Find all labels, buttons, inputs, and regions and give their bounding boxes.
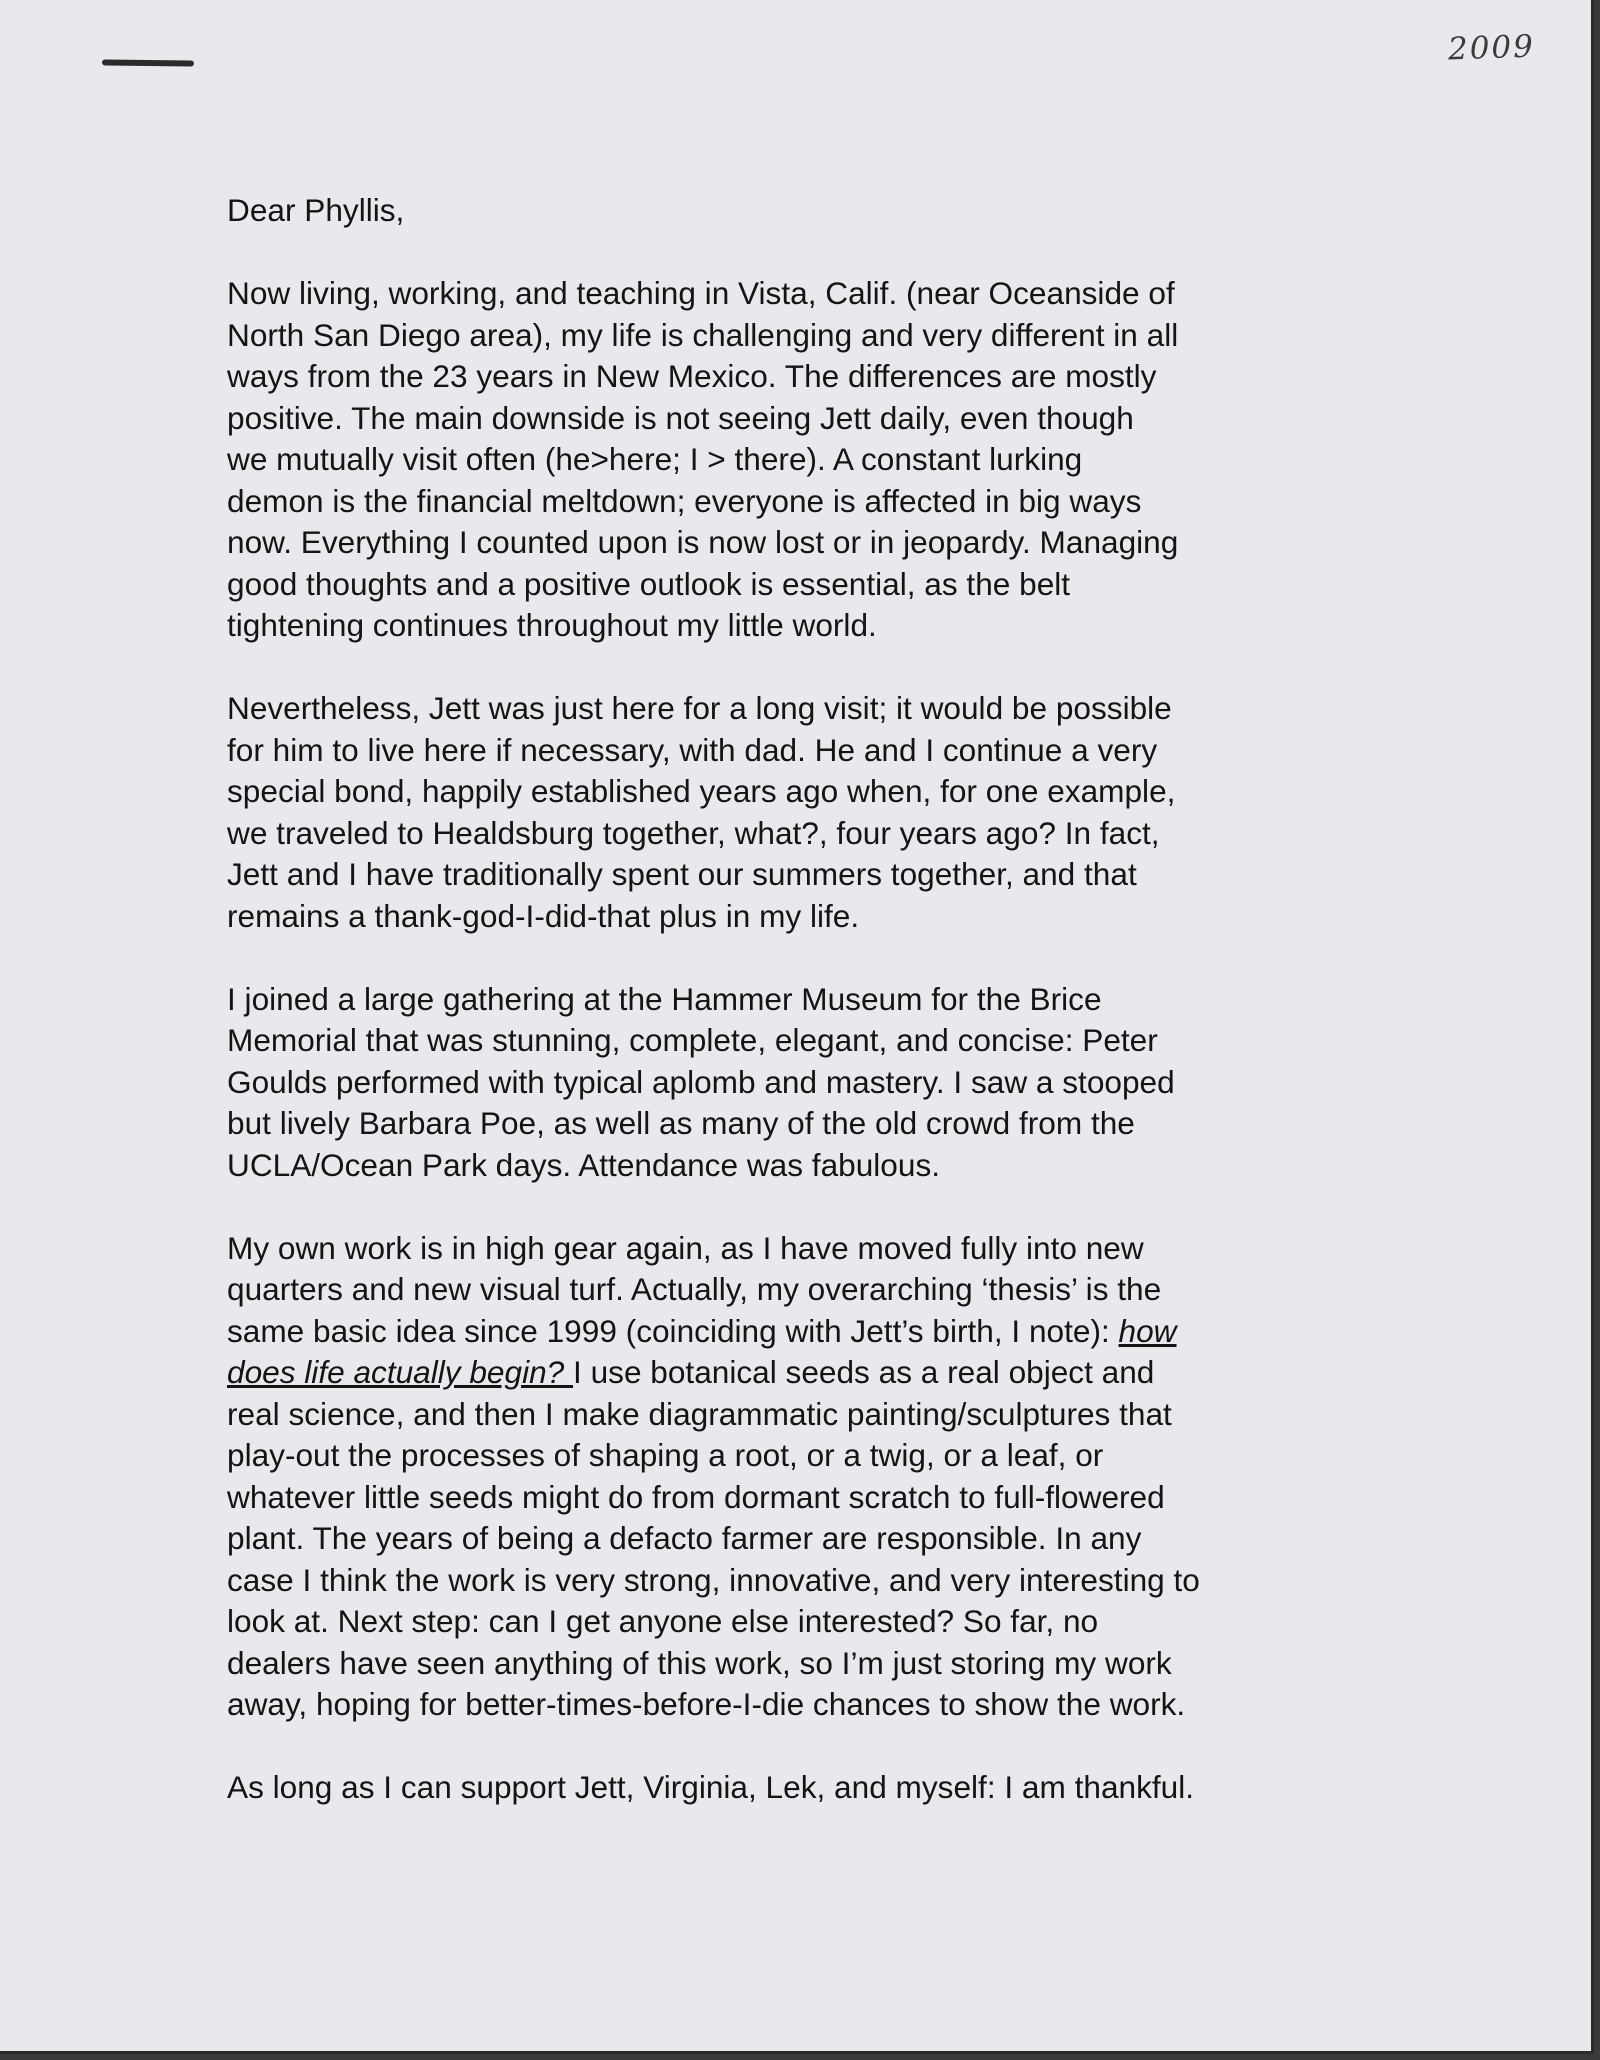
paragraph-3 bbox=[227, 979, 1367, 1187]
text-line: we mutually visit often (he>here; I > there). A constant lurking bbox=[227, 441, 1083, 477]
text-line: plant. The years of being a defacto farmer are responsible. In any bbox=[227, 1520, 1142, 1556]
text-segment: I use botanical seeds as a real object and bbox=[573, 1354, 1155, 1390]
text-line: demon is the financial meltdown; everyone is affected in big ways bbox=[227, 482, 1142, 519]
text-line bbox=[227, 1352, 1367, 1394]
paragraph-5 bbox=[227, 1767, 1367, 1809]
text-line: real science, and then I make diagrammatic painting/sculptures that bbox=[227, 1395, 1172, 1432]
text-line: North San Diego area), my life is challenging and very different in all bbox=[227, 316, 1179, 353]
text-line: now. Everything I counted upon is now lost or in jeopardy. Managing bbox=[227, 524, 1179, 560]
text-line: As long as I can support Jett, Virginia, Lek, and myself: I am thankful. bbox=[227, 1769, 1195, 1805]
text-line bbox=[227, 1311, 1367, 1353]
paragraph-4 bbox=[227, 1228, 1367, 1726]
text-line: we traveled to Healdsburg together, what?, four years ago? In fact, bbox=[227, 814, 1160, 851]
text-line: away, hoping for better-times-before-I-die chances to show the work. bbox=[227, 1686, 1186, 1722]
handwritten-year: 2009 bbox=[1447, 28, 1536, 68]
text-line: tightening continues throughout my little world. bbox=[227, 607, 877, 643]
text-line: dealers have seen anything of this work, so I’m just storing my work bbox=[227, 1644, 1172, 1681]
text-line: play-out the processes of shaping a root, or a twig, or a leaf, or bbox=[227, 1437, 1104, 1473]
text-line: Jett and I have traditionally spent our summers together, and that bbox=[227, 856, 1137, 892]
text-line: I joined a large gathering at the Hammer Museum for the Brice bbox=[227, 980, 1102, 1017]
text-line: whatever little seeds might do from dormant scratch to full-flowered bbox=[227, 1478, 1165, 1515]
text-line: for him to live here if necessary, with dad. He and I continue a very bbox=[227, 731, 1158, 768]
text-line: but lively Barbara Poe, as well as many of the old crowd from the bbox=[227, 1105, 1135, 1141]
staple-mark bbox=[102, 60, 194, 67]
emphasized-question: does life actually begin? bbox=[227, 1354, 574, 1390]
text-line: look at. Next step: can I get anyone else interested? So far, no bbox=[227, 1603, 1099, 1639]
paragraph-1 bbox=[227, 273, 1367, 647]
text-line: quarters and new visual turf. Actually, my overarching ‘thesis’ is the bbox=[227, 1271, 1162, 1307]
text-line: My own work is in high gear again, as I have moved fully into new bbox=[227, 1229, 1144, 1266]
text-line: remains a thank-god-I-did-that plus in my life. bbox=[227, 897, 860, 934]
text-line: Goulds performed with typical aplomb and mastery. I saw a stooped bbox=[227, 1063, 1175, 1100]
text-line: Memorial that was stunning, complete, elegant, and concise: Peter bbox=[227, 1022, 1158, 1058]
paragraph-2 bbox=[227, 688, 1367, 937]
text-line: Now living, working, and teaching in Vista, Calif. (near Oceanside of bbox=[227, 275, 1175, 311]
text-line: ways from the 23 years in New Mexico. The differences are mostly bbox=[227, 358, 1157, 394]
text-line: positive. The main downside is not seeing Jett daily, even though bbox=[227, 399, 1134, 436]
text-segment: same basic idea since 1999 (coinciding with Jett’s birth, I note): bbox=[227, 1312, 1119, 1349]
text-line: good thoughts and a positive outlook is essential, as the belt bbox=[227, 565, 1071, 602]
text-line: special bond, happily established years ago when, for one example, bbox=[227, 773, 1176, 809]
text-line: Nevertheless, Jett was just here for a long visit; it would be possible bbox=[227, 690, 1172, 726]
text-line: UCLA/Ocean Park days. Attendance was fabulous. bbox=[227, 1146, 941, 1183]
text-line: case I think the work is very strong, innovative, and very interesting to bbox=[227, 1561, 1200, 1598]
salutation: Dear Phyllis, bbox=[227, 192, 405, 228]
emphasized-question: how bbox=[1118, 1312, 1177, 1349]
letter-body bbox=[227, 190, 1367, 1850]
